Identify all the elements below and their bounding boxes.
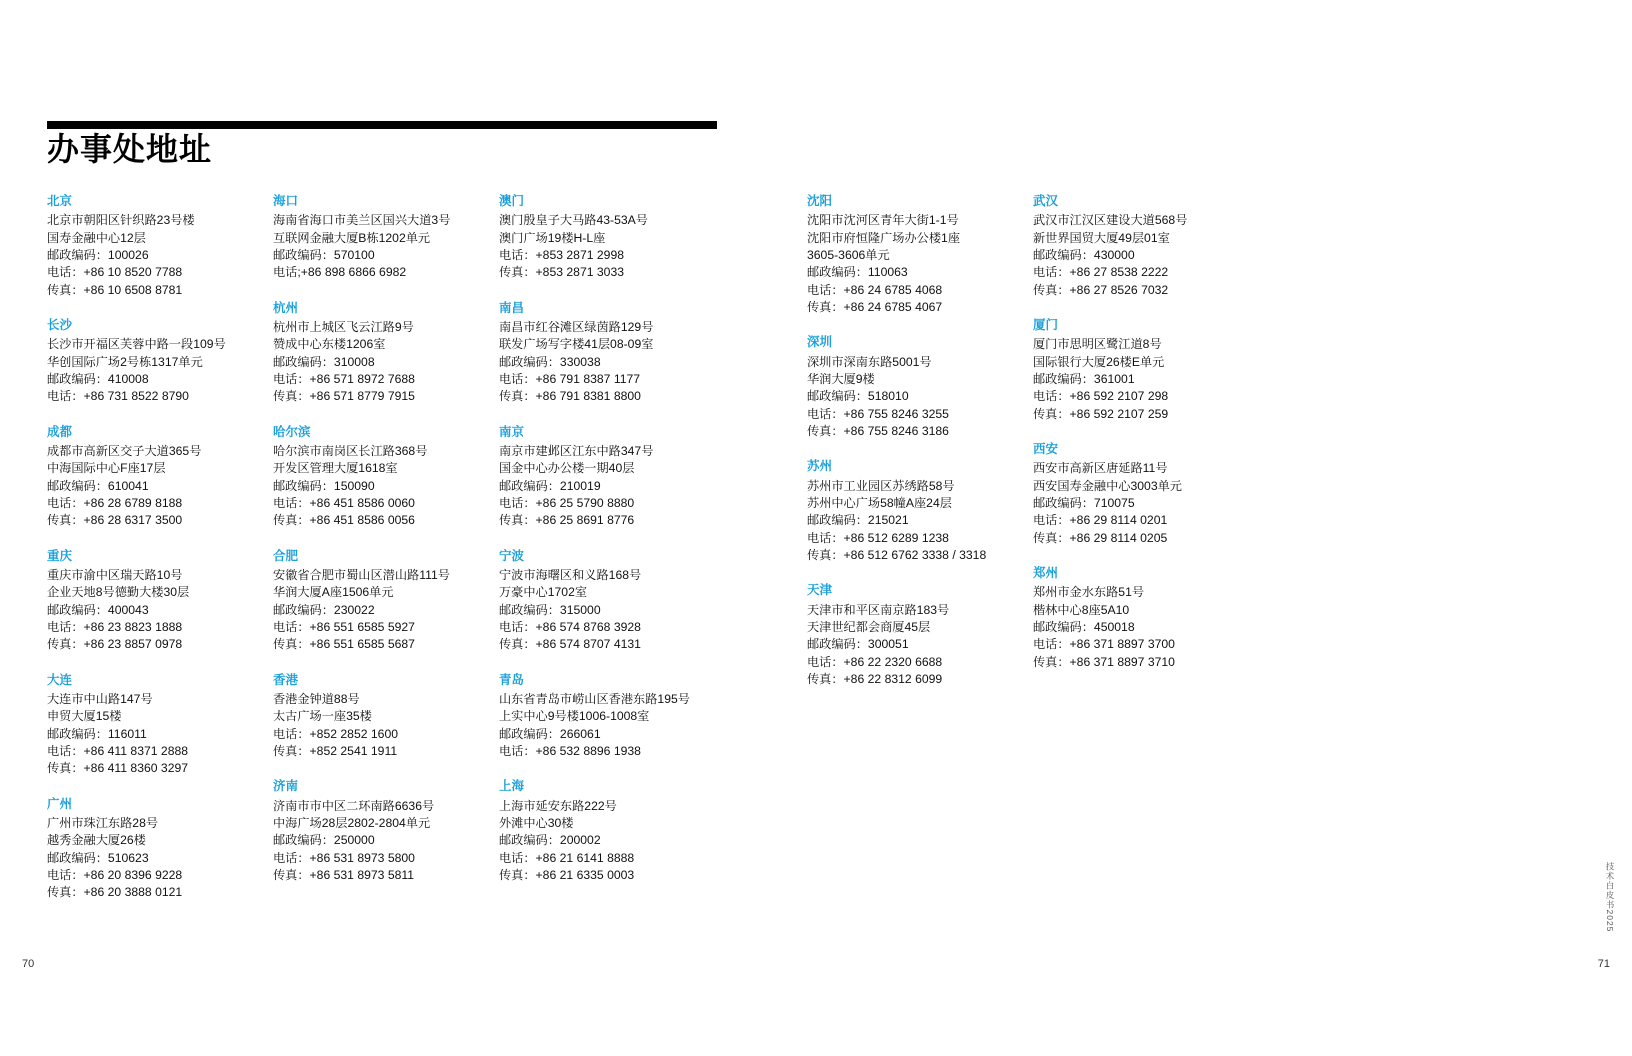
office-city: 成都: [47, 424, 73, 439]
office-line: 苏州中心广场58幢A座24层: [807, 496, 952, 511]
office-entry: [807, 581, 1033, 688]
office-fax: 传真：+86 592 2107 259: [1033, 406, 1169, 421]
office-entry: [1033, 316, 1259, 423]
office-line: 中海广场28层2802-2804单元: [273, 816, 431, 831]
office-postcode: 邮政编码：570100: [273, 248, 375, 263]
office-postcode: 邮政编码：266061: [499, 726, 601, 741]
office-phone: 电话：+86 531 8973 5800: [273, 850, 415, 865]
office-city: 大连: [47, 672, 73, 687]
office-postcode: 邮政编码：100026: [47, 248, 149, 263]
office-line: 开发区管理大厦1618室: [273, 461, 398, 476]
office-entry: [273, 299, 499, 406]
office-column-1: [47, 192, 273, 919]
office-phone: 电话：+86 24 6785 4068: [807, 282, 943, 297]
office-fax: 传真：+86 512 6762 3338 / 3318: [807, 548, 987, 563]
office-line: 大连市中山路147号: [47, 692, 153, 707]
office-entry: [273, 547, 499, 654]
office-phone: 电话：+86 731 8522 8790: [47, 389, 189, 404]
office-entry: [807, 192, 1033, 316]
office-entry: [273, 423, 499, 530]
office-phone: 电话：+86 451 8586 0060: [273, 496, 415, 511]
office-line: 沈阳市府恒隆广场办公楼1座: [807, 230, 961, 245]
office-entry: [47, 547, 273, 654]
office-line: 国金中心办公楼一期40层: [499, 461, 635, 476]
title-rule: [47, 121, 717, 129]
office-phone: 电话：+86 21 6141 8888: [499, 850, 635, 865]
office-phone: 电话：+86 551 6585 5927: [273, 620, 415, 635]
office-line: 越秀金融大厦26楼: [47, 833, 146, 848]
office-city: 澳门: [499, 194, 525, 208]
office-city: 南京: [499, 424, 525, 439]
office-line: 苏州市工业园区苏绣路58号: [807, 478, 955, 493]
office-phone: 电话：+852 2852 1600: [273, 726, 399, 741]
office-city: 济南: [273, 779, 299, 794]
office-phone: 电话：+86 10 8520 7788: [47, 265, 183, 280]
office-entry: [499, 192, 725, 282]
office-entry: [807, 333, 1033, 440]
office-entry: [273, 777, 499, 884]
office-phone: 电话：+86 574 8768 3928: [499, 620, 641, 635]
office-city: 宁波: [499, 548, 525, 563]
office-fax: 传真：+86 24 6785 4067: [807, 300, 943, 315]
office-columns: [47, 192, 1587, 919]
office-line: 厦门市思明区鹭江道8号: [1033, 337, 1162, 352]
office-city: 深圳: [807, 335, 833, 350]
office-entry: [273, 192, 499, 282]
office-line: 武汉市江汉区建设大道568号: [1033, 213, 1188, 228]
office-city: 长沙: [47, 318, 73, 333]
office-line: 成都市高新区交子大道365号: [47, 444, 202, 459]
office-phone: 电话：+86 755 8246 3255: [807, 406, 949, 421]
office-column-5: [1033, 192, 1259, 919]
office-line: 西安市高新区唐延路11号: [1033, 461, 1168, 476]
office-line: 申贸大厦15楼: [47, 709, 122, 724]
office-postcode: 邮政编码：150090: [273, 478, 375, 493]
office-fax: 传真：+86 29 8114 0205: [1033, 530, 1168, 545]
office-phone: 电话：+86 23 8823 1888: [47, 620, 183, 635]
office-line: 沈阳市沈河区青年大街1-1号: [807, 213, 959, 228]
office-entry: [47, 192, 273, 299]
office-line: 国寿金融中心12层: [47, 230, 146, 245]
office-line: 上实中心9号楼1006-1008室: [499, 709, 650, 724]
office-postcode: 邮政编码：310008: [273, 354, 375, 369]
office-city: 哈尔滨: [273, 424, 311, 439]
office-phone: 电话：+86 371 8897 3700: [1033, 637, 1175, 652]
office-postcode: 邮政编码：315000: [499, 602, 601, 617]
office-line: 国际银行大厦26楼E单元: [1033, 354, 1165, 369]
office-postcode: 邮政编码：210019: [499, 478, 601, 493]
office-city: 杭州: [273, 300, 299, 315]
office-entry: [1033, 192, 1259, 299]
page-title: 办事处地址: [47, 131, 213, 167]
office-fax: 传真：+86 28 6317 3500: [47, 513, 183, 528]
office-line: 海南省海口市美兰区国兴大道3号: [273, 213, 451, 228]
office-entry: [47, 795, 273, 902]
office-fax: 传真：+86 451 8586 0056: [273, 513, 415, 528]
office-fax: 传真：+86 551 6585 5687: [273, 637, 415, 652]
office-phone: 电话：+86 411 8371 2888: [47, 744, 189, 759]
office-line: 互联网金融大厦B栋1202单元: [273, 230, 431, 245]
office-line: 3605-3606单元: [807, 248, 890, 263]
office-entry: [807, 457, 1033, 564]
office-line: 华润大厦9楼: [807, 372, 875, 387]
office-city: 郑州: [1033, 566, 1059, 581]
office-line: 宁波市海曙区和义路168号: [499, 568, 642, 583]
office-line: 济南市市中区二环南路6636号: [273, 798, 435, 813]
office-postcode: 邮政编码：430000: [1033, 248, 1135, 263]
office-postcode: 邮政编码：361001: [1033, 372, 1135, 387]
office-line: 广州市珠江东路28号: [47, 816, 159, 831]
office-postcode: 邮政编码：330038: [499, 354, 601, 369]
office-column-2: [273, 192, 499, 919]
office-phone: 电话：+86 592 2107 298: [1033, 389, 1169, 404]
office-line: 西安国寿金融中心3003单元: [1033, 478, 1182, 493]
office-phone: 电话：+86 28 6789 8188: [47, 496, 183, 511]
office-city: 重庆: [47, 548, 73, 563]
office-line: 澳门殷皇子大马路43-53A号: [499, 213, 648, 228]
office-phone: 电话：+86 29 8114 0201: [1033, 513, 1168, 528]
office-line: 外滩中心30楼: [499, 816, 574, 831]
office-line: 深圳市深南东路5001号: [807, 354, 932, 369]
office-phone: 电话：+86 27 8538 2222: [1033, 265, 1169, 280]
office-fax: 传真：+86 25 8691 8776: [499, 513, 635, 528]
office-city: 厦门: [1033, 318, 1059, 333]
office-fax: 传真：+86 371 8897 3710: [1033, 654, 1175, 669]
office-postcode: 邮政编码：400043: [47, 602, 149, 617]
office-line: 企业天地8号德勤大楼30层: [47, 585, 190, 600]
office-column-3: [499, 192, 725, 919]
office-entry: [47, 423, 273, 530]
office-line: 哈尔滨市南岗区长江路368号: [273, 444, 428, 459]
office-line: 上海市延安东路222号: [499, 798, 617, 813]
spread-gutter: [725, 192, 807, 919]
office-entry: [1033, 440, 1259, 547]
office-fax: 传真：+852 2541 1911: [273, 744, 398, 759]
office-fax: 传真：+86 27 8526 7032: [1033, 282, 1169, 297]
office-fax: 传真：+86 411 8360 3297: [47, 761, 189, 776]
office-phone: 电话：+86 571 8972 7688: [273, 372, 415, 387]
office-line: 赞成中心东楼1206室: [273, 337, 386, 352]
office-line: 天津市和平区南京路183号: [807, 602, 950, 617]
office-city: 武汉: [1033, 194, 1059, 208]
office-postcode: 邮政编码：710075: [1033, 496, 1135, 511]
office-phone: 电话：+86 22 2320 6688: [807, 654, 943, 669]
office-line: 山东省青岛市崂山区香港东路195号: [499, 692, 690, 707]
side-note: 技术白皮书2025: [1605, 862, 1615, 933]
office-line: 香港金钟道88号: [273, 692, 360, 707]
office-entry: [499, 299, 725, 406]
office-line: 万豪中心1702室: [499, 585, 588, 600]
office-line: 联发广场写字楼41层08-09室: [499, 337, 654, 352]
office-entry: [499, 671, 725, 761]
office-line: 太古广场一座35楼: [273, 709, 372, 724]
office-entry: [273, 671, 499, 761]
page-number-right: 71: [1597, 958, 1610, 970]
office-city: 天津: [807, 583, 833, 598]
office-entry: [499, 777, 725, 884]
office-city: 南昌: [499, 300, 525, 315]
office-postcode: 邮政编码：518010: [807, 389, 909, 404]
office-city: 合肥: [273, 548, 299, 563]
office-line: 澳门广场19楼H-L座: [499, 230, 606, 245]
office-phone: 电话：+86 791 8387 1177: [499, 372, 641, 387]
office-fax: 传真：+86 20 3888 0121: [47, 885, 183, 900]
office-postcode: 邮政编码：110063: [807, 265, 908, 280]
office-line: 杭州市上城区飞云江路9号: [273, 320, 414, 335]
office-city: 香港: [273, 672, 299, 687]
office-fax: 传真：+86 574 8707 4131: [499, 637, 641, 652]
office-phone: 电话：+86 20 8396 9228: [47, 868, 183, 883]
office-line: 楷林中心8座5A10: [1033, 602, 1130, 617]
office-fax: 传真：+86 791 8381 8800: [499, 389, 641, 404]
office-city: 广州: [47, 796, 73, 811]
office-fax: 传真：+86 531 8973 5811: [273, 868, 415, 883]
office-postcode: 邮政编码：250000: [273, 833, 375, 848]
office-postcode: 邮政编码：230022: [273, 602, 375, 617]
office-entry: [47, 316, 273, 406]
office-postcode: 邮政编码：510623: [47, 850, 149, 865]
office-city: 苏州: [807, 459, 833, 474]
office-fax: 传真：+86 571 8779 7915: [273, 389, 415, 404]
office-line: 北京市朝阳区针织路23号楼: [47, 213, 195, 228]
office-column-4: [807, 192, 1033, 919]
office-entry: [499, 423, 725, 530]
office-postcode: 邮政编码：450018: [1033, 620, 1135, 635]
office-line: 安徽省合肥市蜀山区潜山路111号: [273, 568, 450, 583]
office-line: 华润大厦A座1506单元: [273, 585, 394, 600]
office-line: 华创国际广场2号栋1317单元: [47, 354, 203, 369]
office-line: 新世界国贸大厦49层01室: [1033, 230, 1170, 245]
office-line: 南京市建邺区江东中路347号: [499, 444, 654, 459]
office-line: 中海国际中心F座17层: [47, 461, 166, 476]
office-phone: 电话;+86 898 6866 6982: [273, 265, 407, 280]
office-phone: 电话：+86 512 6289 1238: [807, 530, 949, 545]
office-postcode: 邮政编码：610041: [47, 478, 149, 493]
office-line: 天津世纪都会商厦45层: [807, 620, 931, 635]
office-phone: 电话：+853 2871 2998: [499, 248, 625, 263]
office-line: 南昌市红谷滩区绿茵路129号: [499, 320, 654, 335]
office-postcode: 邮政编码：410008: [47, 372, 149, 387]
office-city: 海口: [273, 194, 299, 208]
office-line: 长沙市开福区芙蓉中路一段109号: [47, 337, 226, 352]
office-phone: 电话：+86 532 8896 1938: [499, 744, 641, 759]
office-fax: 传真：+86 21 6335 0003: [499, 868, 635, 883]
office-entry: [47, 671, 273, 778]
office-postcode: 邮政编码：300051: [807, 637, 909, 652]
office-city: 上海: [499, 779, 525, 794]
office-phone: 电话：+86 25 5790 8880: [499, 496, 635, 511]
office-city: 沈阳: [807, 194, 833, 208]
office-postcode: 邮政编码：200002: [499, 833, 601, 848]
office-city: 北京: [47, 194, 73, 208]
office-entry: [1033, 564, 1259, 671]
office-fax: 传真：+86 755 8246 3186: [807, 424, 949, 439]
office-line: 郑州市金水东路51号: [1033, 585, 1145, 600]
office-postcode: 邮政编码：116011: [47, 726, 147, 741]
office-fax: 传真：+86 10 6508 8781: [47, 282, 183, 297]
office-fax: 传真：+86 22 8312 6099: [807, 672, 943, 687]
office-fax: 传真：+853 2871 3033: [499, 265, 625, 280]
office-entry: [499, 547, 725, 654]
page-number-left: 70: [22, 958, 35, 970]
office-fax: 传真：+86 23 8857 0978: [47, 637, 183, 652]
office-city: 青岛: [499, 672, 525, 687]
office-line: 重庆市渝中区瑞天路10号: [47, 568, 183, 583]
office-city: 西安: [1033, 442, 1059, 457]
office-postcode: 邮政编码：215021: [807, 513, 909, 528]
